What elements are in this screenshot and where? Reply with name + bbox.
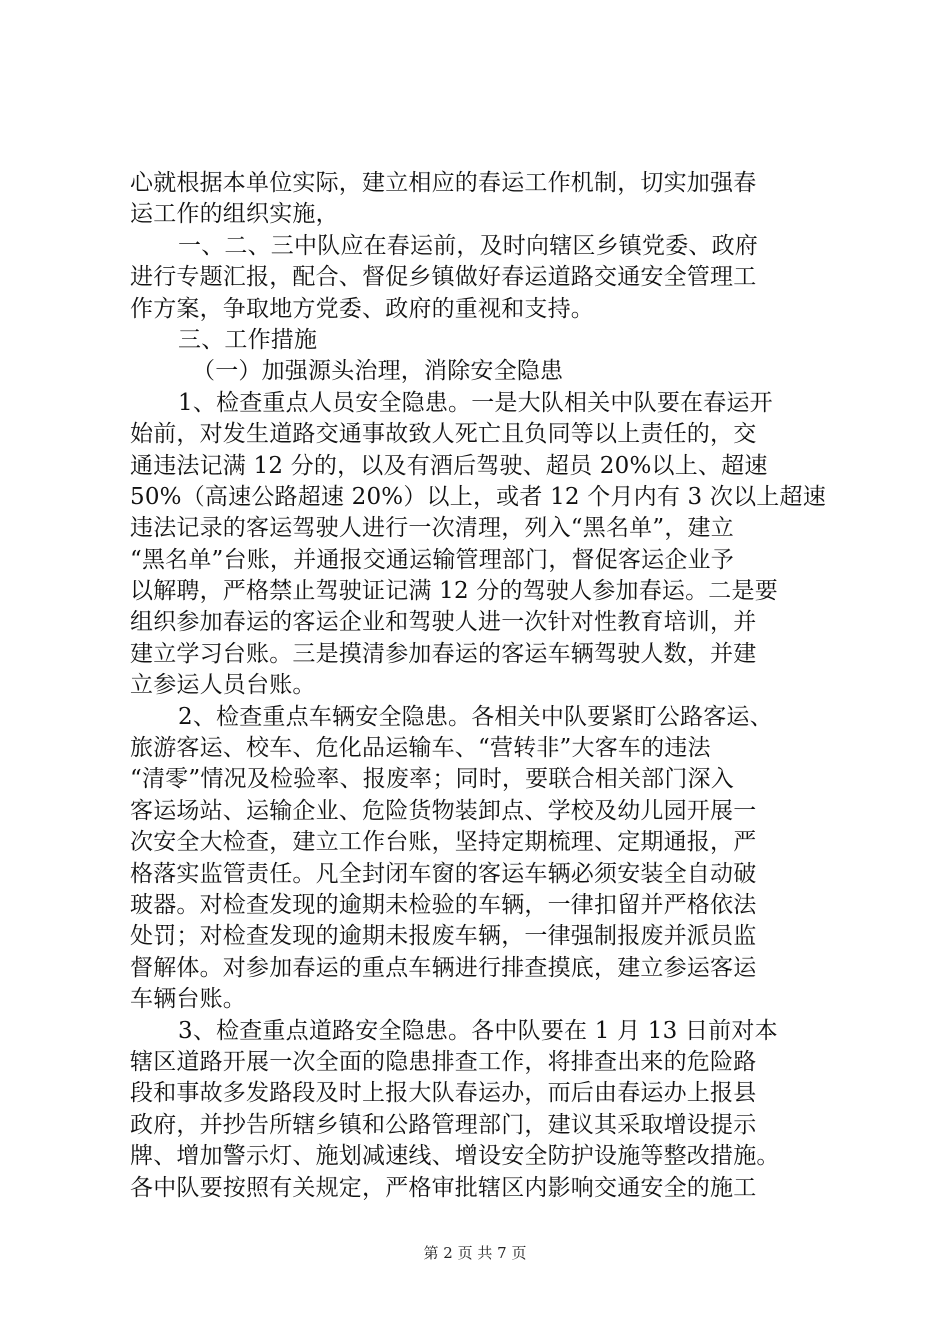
text-line: 50%（高速公路超速 20%）以上，或者 12 个月内有 3 次以上超速 [130, 483, 826, 510]
text-line: 车辆台账。 [130, 986, 246, 1013]
text-line: 以解聘，严格禁止驾驶证记满 12 分的驾驶人参加春运。二是要 [130, 578, 778, 605]
text-line: 辖区道路开展一次全面的隐患排查工作，将排查出来的危险路 [130, 1048, 757, 1075]
text-line: “清零”情况及检验率、报废率；同时，要联合相关部门深入 [130, 766, 734, 793]
text-line: 旅游客运、校车、危化品运输车、“营转非”大客车的违法 [130, 735, 711, 762]
text-line: 格落实监管责任。凡全封闭车窗的客运车辆必须安装全自动破 [130, 860, 757, 887]
subsection-heading: （一）加强源头治理，消除安全隐患 [192, 358, 564, 385]
text-line: 各中队要按照有关规定，严格审批辖区内影响交通安全的施工 [130, 1174, 757, 1201]
text-line: 运工作的组织实施， [130, 201, 339, 228]
text-line: 心就根据本单位实际，建立相应的春运工作机制，切实加强春 [130, 170, 757, 196]
text-line: 牌、增加警示灯、施划减速线、增设安全防护设施等整改措施。 [130, 1143, 780, 1170]
text-line: 建立学习台账。三是摸清参加春运的客运车辆驾驶人数，并建 [130, 640, 757, 667]
text-line: 通违法记满 12 分的，以及有酒后驾驶、超员 20%以上、超速 [130, 452, 768, 479]
text-line: 进行专题汇报，配合、督促乡镇做好春运道路交通安全管理工 [130, 264, 757, 291]
text-line: 立参运人员台账。 [130, 672, 316, 699]
section-heading: 三、工作措施 [178, 326, 318, 353]
text-line: 始前，对发生道路交通事故致人死亡且负同等以上责任的，交 [130, 421, 757, 448]
text-line: 2、检查重点车辆安全隐患。各相关中队要紧盯公路客运、 [178, 703, 773, 730]
text-line: 作方案，争取地方党委、政府的重视和支持。 [130, 295, 594, 322]
text-line: 段和事故多发路段及时上报大队春运办，而后由春运办上报县 [130, 1080, 757, 1107]
text-line: “黑名单”台账，并通报交通运输管理部门，督促客运企业予 [130, 546, 734, 573]
text-line: 1、检查重点人员安全隐患。一是大队相关中队要在春运开 [178, 389, 773, 416]
text-line: 违法记录的客运驾驶人进行一次清理，列入“黑名单”，建立 [130, 515, 734, 542]
text-line: 客运场站、运输企业、危险货物装卸点、学校及幼儿园开展一 [130, 797, 757, 824]
text-line: 3、检查重点道路安全隐患。各中队要在 1 月 13 日前对本 [178, 1017, 778, 1044]
page-number-footer: 第 2 页 共 7 页 [423, 1244, 527, 1262]
text-line: 次安全大检查，建立工作台账，坚持定期梳理、定期通报，严 [130, 829, 757, 856]
text-line: 一、二、三中队应在春运前，及时向辖区乡镇党委、政府 [178, 232, 758, 259]
text-line: 组织参加春运的客运企业和驾驶人进一次针对性教育培训，并 [130, 609, 757, 636]
text-line: 政府，并抄告所辖乡镇和公路管理部门，建议其采取增设提示 [130, 1111, 757, 1138]
text-line: 玻器。对检查发现的逾期未检验的车辆，一律扣留并严格依法 [130, 891, 757, 918]
text-line: 督解体。对参加春运的重点车辆进行排查摸底，建立参运客运 [130, 954, 757, 981]
text-line: 处罚；对检查发现的逾期未报废车辆，一律强制报废并派员监 [130, 923, 757, 950]
document-body [130, 168, 828, 1204]
